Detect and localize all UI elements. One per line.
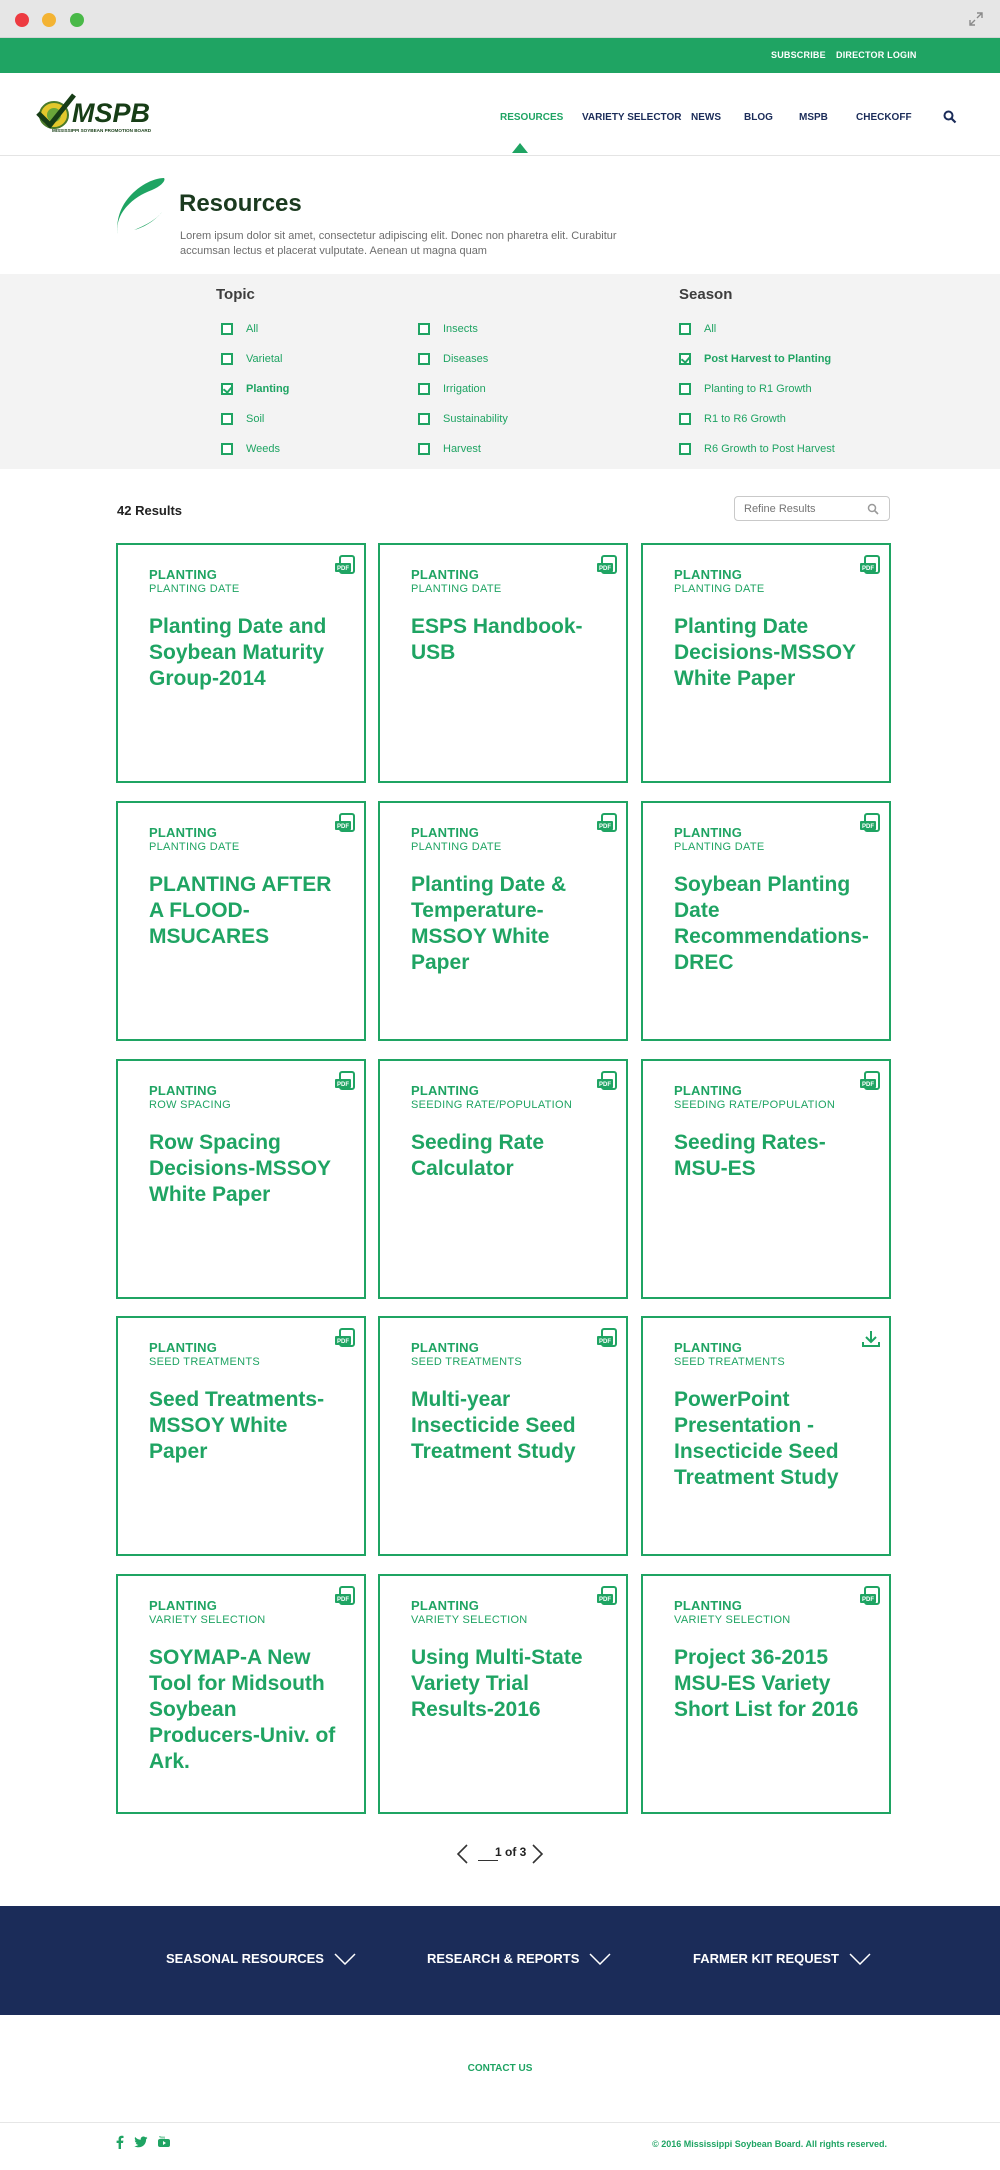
card-subcategory: PLANTING DATE [411,841,502,853]
pdf-icon[interactable] [596,1071,620,1093]
subscribe-link[interactable]: SUBSCRIBE [771,50,826,60]
chevron-left-icon[interactable] [455,1843,469,1865]
pdf-icon[interactable] [334,1328,358,1350]
checkbox-box[interactable] [418,443,430,455]
card-subcategory: VARIETY SELECTION [149,1614,266,1626]
card-subcategory: PLANTING DATE [674,583,765,595]
card-title: Planting Date Decisions-MSSOY White Paper [674,615,856,690]
chevron-down-icon [849,1953,871,1965]
resource-card[interactable] [641,543,891,783]
topic-varietal-checkbox[interactable] [221,351,282,367]
card-title: Seeding Rates-MSU-ES [674,1131,826,1180]
season-r6-post-harvest-checkbox[interactable] [679,441,835,457]
card-subcategory: PLANTING DATE [149,841,240,853]
pdf-icon[interactable] [334,813,358,835]
checkbox-box-checked[interactable] [221,383,233,395]
youtube-icon[interactable] [157,2135,171,2149]
season-post-harvest-checkbox[interactable] [679,351,831,367]
maximize-window-dot[interactable] [70,13,84,27]
svg-text:PDF: PDF [599,824,611,830]
card-title: Row Spacing Decisions-MSSOY White Paper [149,1131,331,1206]
card-title: PLANTING AFTER A FLOOD-MSUCARES [149,873,332,948]
resource-card[interactable] [378,1574,628,1814]
nav-resources[interactable]: RESOURCES [500,112,564,123]
checkbox-box[interactable] [221,413,233,425]
download-icon[interactable] [859,1328,883,1350]
checkbox-label: Soil [246,413,265,425]
card-title: SOYMAP-A New Tool for Midsouth Soybean Producers-Univ. of Ark. [149,1646,336,1773]
checkbox-label: Weeds [246,443,281,455]
checkbox-label: Irrigation [443,383,486,395]
season-all-checkbox[interactable] [679,321,716,337]
svg-text:PDF: PDF [599,566,611,572]
resource-card[interactable] [378,801,628,1041]
pdf-icon[interactable] [596,1328,620,1350]
search-icon[interactable] [943,110,957,124]
svg-text:PDF: PDF [337,1339,349,1345]
card-category: PLANTING [411,825,480,840]
pdf-icon[interactable] [859,1071,883,1093]
svg-text:MSPB: MSPB [72,98,151,128]
footer-nav [0,1906,1000,2015]
pdf-icon[interactable] [334,1071,358,1093]
card-subcategory: ROW SPACING [149,1099,231,1111]
checkbox-box[interactable] [418,413,430,425]
nav-blog[interactable]: BLOG [744,112,773,123]
card-title: Seeding Rate Calculator [411,1131,545,1180]
checkbox-label: All [704,323,717,335]
card-subcategory: VARIETY SELECTION [411,1614,528,1626]
checkbox-box[interactable] [221,443,233,455]
chevron-down-icon [589,1953,611,1965]
topic-weeds-checkbox[interactable] [221,441,280,457]
mspb-logo[interactable] [34,89,156,135]
card-category: PLANTING [674,1083,743,1098]
card-subcategory: VARIETY SELECTION [674,1614,791,1626]
checkbox-label: Planting to R1 Growth [704,383,812,395]
nav-mspb[interactable]: MSPB [799,112,828,123]
pagination [0,1840,1000,1870]
soybean-pod-icon [112,176,166,238]
resource-card[interactable] [641,1059,891,1299]
twitter-icon[interactable] [134,2135,148,2149]
card-category: PLANTING [149,825,218,840]
checkbox-box[interactable] [679,323,691,335]
nav-variety-selector[interactable]: VARIETY SELECTOR [582,112,682,123]
resource-card[interactable] [116,1574,366,1814]
svg-text:PDF: PDF [862,566,874,572]
refine-results-input[interactable] [744,497,864,520]
card-category: PLANTING [411,567,480,582]
card-category: PLANTING [411,1083,480,1098]
pdf-icon[interactable] [334,555,358,577]
card-title: Planting Date and Soybean Maturity Group-2014 [149,615,327,690]
checkbox-box-checked[interactable] [679,353,691,365]
card-category: PLANTING [149,1598,218,1613]
topic-planting-checkbox[interactable] [221,381,289,397]
svg-text:PDF: PDF [337,566,349,572]
resource-card[interactable] [641,801,891,1041]
card-title: Using Multi-State Variety Trial Results-2016 [411,1646,583,1721]
season-planting-r1-checkbox[interactable] [679,381,812,397]
pdf-icon[interactable] [859,1586,883,1608]
svg-text:MISSISSIPPI SOYBEAN PROMOTION: MISSISSIPPI SOYBEAN PROMOTION BOARD [52,128,152,133]
contact-us-link[interactable]: CONTACT US [467,2063,533,2074]
footer-nav-label: SEASONAL RESOURCES [166,1951,324,1966]
topic-sustainability-checkbox[interactable] [418,411,508,427]
pdf-icon[interactable] [334,1586,358,1608]
nav-news[interactable]: NEWS [691,112,721,123]
footer-research-reports[interactable] [427,1906,611,2011]
expand-icon[interactable] [968,11,984,27]
filter-panel [0,274,1000,469]
svg-text:PDF: PDF [599,1082,611,1088]
card-title: Soybean Planting Date Recommendations-DREC [674,873,869,974]
card-category: PLANTING [149,567,218,582]
card-category: PLANTING [411,1340,480,1355]
checkbox-label: Sustainability [443,413,508,425]
facebook-icon[interactable] [113,2135,127,2149]
footer-nav-label: RESEARCH & REPORTS [427,1951,580,1966]
resource-card[interactable] [641,1574,891,1814]
checkbox-box[interactable] [418,353,430,365]
pdf-icon[interactable] [596,813,620,835]
resource-card[interactable] [378,1059,628,1299]
checkbox-label: Post Harvest to Planting [704,353,832,365]
nav-checkoff[interactable]: CHECKOFF [856,112,912,123]
card-title: PowerPoint Presentation - Insecticide Seed Treatment Study [674,1388,839,1489]
main-nav [0,73,1000,156]
svg-text:PDF: PDF [862,1597,874,1603]
pdf-icon[interactable] [859,555,883,577]
card-subcategory: SEED TREATMENTS [674,1356,786,1368]
card-title: Seed Treatments-MSSOY White Paper [149,1388,325,1463]
checkbox-box[interactable] [679,383,691,395]
card-category: PLANTING [674,1598,743,1613]
card-subcategory: SEEDING RATE/POPULATION [674,1099,836,1111]
resource-card[interactable] [378,1316,628,1556]
active-nav-caret [512,143,528,153]
footer-farmer-kit-request[interactable] [693,1906,871,2011]
card-subcategory: SEED TREATMENTS [411,1356,523,1368]
topic-insects-checkbox[interactable] [418,321,478,337]
topic-harvest-checkbox[interactable] [418,441,481,457]
checkbox-box[interactable] [679,443,691,455]
checkbox-label: R6 Growth to Post Harvest [704,443,835,455]
topic-diseases-checkbox[interactable] [418,351,488,367]
card-category: PLANTING [149,1083,218,1098]
copyright-text: © 2016 Mississippi Soybean Board. All rights reserved. [652,2139,887,2149]
topic-filter-title: Topic [216,286,255,303]
card-category: PLANTING [149,1340,218,1355]
checkbox-label: Harvest [443,443,481,455]
card-title: ESPS Handbook-USB [411,615,583,664]
chevron-down-icon [334,1953,356,1965]
resource-card[interactable] [116,801,366,1041]
card-category: PLANTING [411,1598,480,1613]
resources-hero [0,156,1000,274]
page-description: Lorem ipsum dolor sit amet, consectetur adipiscing elit. Donec non pharetra elit. Curabitur accumsan lectus et placerat vulputate. Aenean ut magna quam [180,230,617,257]
svg-text:PDF: PDF [862,824,874,830]
footer-seasonal-resources[interactable] [166,1906,356,2011]
svg-text:PDF: PDF [337,824,349,830]
utility-bar [0,38,1000,73]
card-category: PLANTING [674,1340,743,1355]
checkbox-label: Insects [443,323,478,335]
minimize-window-dot[interactable] [42,13,56,27]
page-title: Resources [179,190,302,217]
topic-irrigation-checkbox[interactable] [418,381,486,397]
card-title: Multi-year Insecticide Seed Treatment Study [411,1388,576,1463]
checkbox-box[interactable] [221,323,233,335]
svg-text:PDF: PDF [862,1082,874,1088]
season-r1-r6-checkbox[interactable] [679,411,786,427]
card-subcategory: PLANTING DATE [411,583,502,595]
checkbox-label: Planting [246,383,290,395]
card-subcategory: PLANTING DATE [149,583,240,595]
search-icon[interactable] [867,503,879,515]
director-login-link[interactable]: DIRECTOR LOGIN [836,50,917,60]
checkbox-label: All [246,323,259,335]
resource-card[interactable] [116,1316,366,1556]
svg-text:PDF: PDF [337,1082,349,1088]
page-input-underline[interactable] [478,1860,498,1861]
card-title: Project 36-2015 MSU-ES Variety Short List for 2016 [674,1646,859,1721]
card-subcategory: SEED TREATMENTS [149,1356,261,1368]
checkbox-label: R1 to R6 Growth [704,413,786,425]
chevron-right-icon[interactable] [531,1843,545,1865]
pdf-icon[interactable] [596,555,620,577]
pdf-icon[interactable] [596,1586,620,1608]
card-category: PLANTING [674,567,743,582]
svg-text:PDF: PDF [337,1597,349,1603]
page-indicator: 1 of 3 [495,1845,527,1859]
browser-chrome [0,0,1000,38]
resource-card[interactable] [116,1059,366,1299]
footer-nav-label: FARMER KIT REQUEST [693,1951,839,1966]
checkbox-box[interactable] [418,383,430,395]
checkbox-box[interactable] [679,413,691,425]
close-window-dot[interactable] [15,13,29,27]
checkbox-label: Varietal [246,353,283,365]
svg-text:PDF: PDF [599,1339,611,1345]
card-category: PLANTING [674,825,743,840]
card-title: Planting Date & Temperature-MSSOY White Paper [411,873,567,974]
season-filter-title: Season [679,286,733,303]
footer-divider [0,2122,1000,2123]
checkbox-box[interactable] [221,353,233,365]
svg-text:You: You [159,2135,166,2140]
card-subcategory: SEEDING RATE/POPULATION [411,1099,573,1111]
resource-card[interactable] [378,543,628,783]
results-count: 42 Results [117,503,183,518]
topic-soil-checkbox[interactable] [221,411,264,427]
checkbox-box[interactable] [418,323,430,335]
resource-card[interactable] [641,1316,891,1556]
pdf-icon[interactable] [859,813,883,835]
topic-all-checkbox[interactable] [221,321,258,337]
refine-results-field[interactable] [734,496,890,521]
checkbox-label: Diseases [443,353,489,365]
card-subcategory: PLANTING DATE [674,841,765,853]
svg-text:PDF: PDF [599,1597,611,1603]
resource-card[interactable] [116,543,366,783]
